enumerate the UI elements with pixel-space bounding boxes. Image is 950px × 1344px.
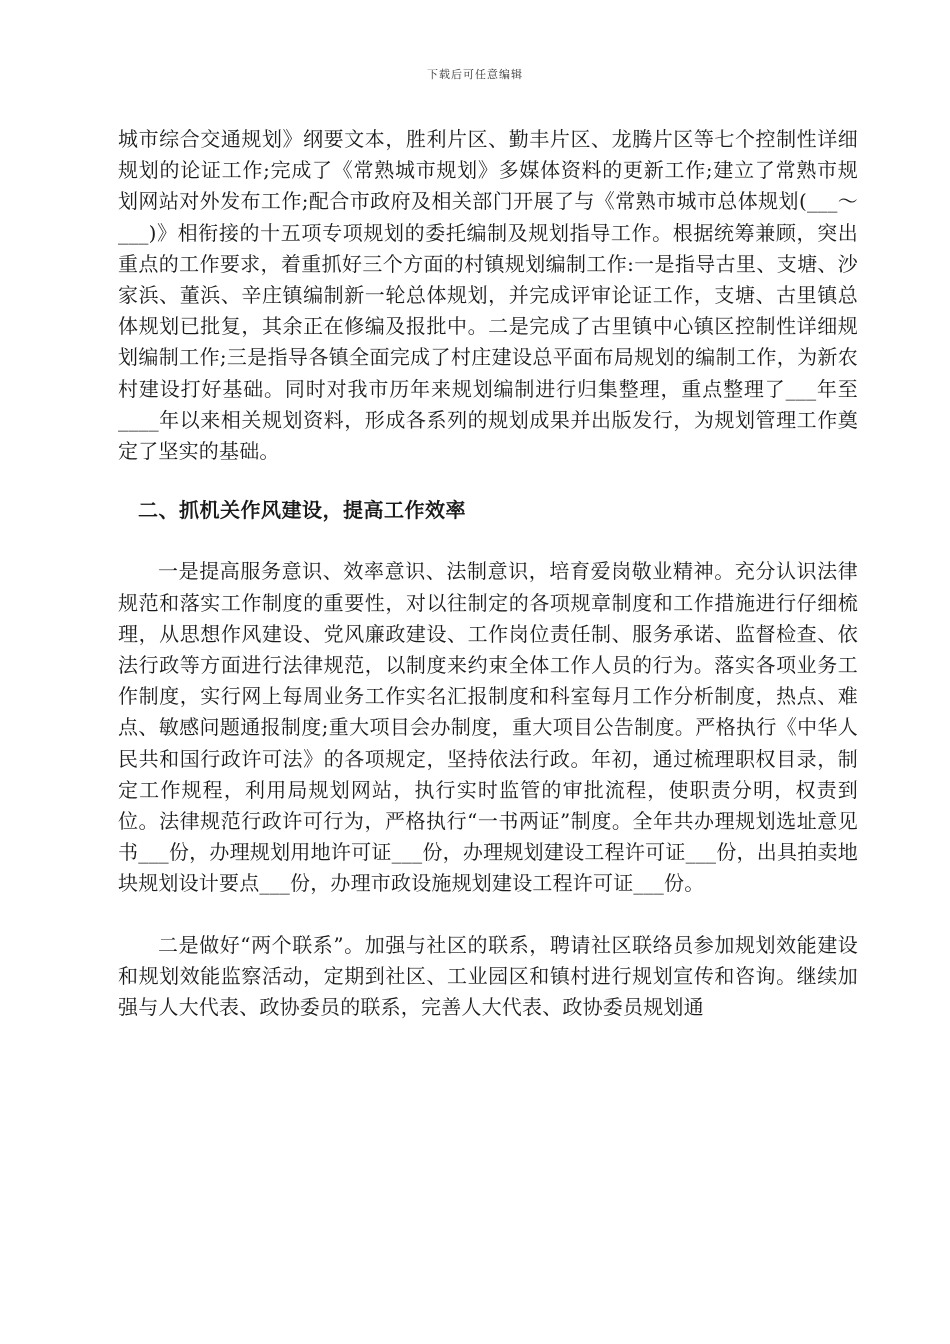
- spacer: [118, 526, 858, 556]
- page-header-note: 下载后可任意编辑: [427, 68, 523, 81]
- paragraph-two-contacts: 二是做好“两个联系”。加强与社区的联系，聘请社区联络员参加规划效能建设和规划效能监察活动，定期到社区、工业园区和镇村进行规划宣传和咨询。继续加强与人大代表、政协委员的联系，完善人大代表、政协委员规划通: [118, 932, 858, 1020]
- spacer: [118, 467, 858, 495]
- paragraph-planning-work: 城市综合交通规划》纲要文本，胜利片区、勤丰片区、龙腾片区等七个控制性详细规划的论证工作;完成了《常熟城市规划》多媒体资料的更新工作;建立了常熟市规划网站对外发布工作;配合市政府及相关部门开展了与《常熟市城市总体规划(___～___)》相衔接的十五项专项规划的委托编制及规划指导工作。根据统筹兼顾，突出重点的工作要求，着重抓好三个方面的村镇规划编制工作:一是指导古里、支塘、沙家浜、董浜、辛庄镇编制新一轮总体规划，并完成评审论证工作，支塘、古里镇总体规划已批复，其余正在修编及报批中。二是完成了古里镇中心镇区控制性详细规划编制工作;三是指导各镇全面完成了村庄建设总平面布局规划的编制工作，为新农村建设打好基础。同时对我市历年来规划编制进行归集整理，重点整理了___年至____年以来相关规划资料，形成各系列的规划成果并出版发行，为规划管理工作奠定了坚实的基础。: [118, 127, 858, 464]
- document-body: [118, 124, 858, 1023]
- paragraph-service-awareness: 一是提高服务意识、效率意识、法制意识，培育爱岗敬业精神。充分认识法律规范和落实工作制度的重要性，对以往制定的各项规章制度和工作措施进行仔细梳理，从思想作风建设、党风廉政建设、工作岗位责任制、服务承诺、监督检查、依法行政等方面进行法律规范，以制度来约束全体工作人员的行为。落实各项业务工作制度，实行网上每周业务工作实名汇报制度和科室每月工作分析制度，热点、难点、敏感问题通报制度;重大项目会办制度，重大项目公告制度。严格执行《中华人民共和国行政许可法》的各项规定，坚持依法行政。年初，通过梳理职权目录，制定工作规程，利用局规划网站，执行实时监管的审批流程，使职责分明，权责到位。法律规范行政许可行为，严格执行“一书两证”制度。全年共办理规划选址意见书___份，办理规划用地许可证___份，办理规划建设工程许可证___份，出具拍卖地块规划设计要点___份，办理市政设施规划建设工程许可证___份。: [118, 559, 858, 896]
- spacer: [118, 900, 858, 930]
- section-heading-2: 二、抓机关作风建设，提高工作效率: [138, 498, 466, 523]
